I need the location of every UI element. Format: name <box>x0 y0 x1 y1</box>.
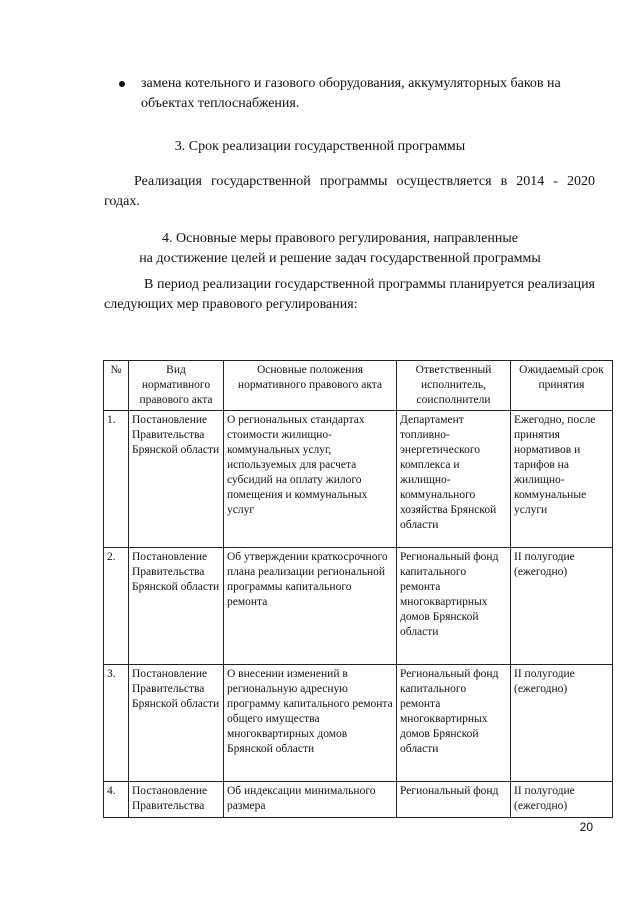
cell-num: 2. <box>104 548 129 665</box>
table-row <box>104 665 613 782</box>
cell-executor: Региональный фонд <box>397 782 511 818</box>
cell-provisions: О региональных стандартах стоимости жилищно-коммунальных услуг, используемых для расчета субсидий на оплату жилого помещения и коммунальных услуг <box>224 411 397 548</box>
cell-deadline: II полугодие (ежегодно) <box>511 782 613 818</box>
cell-num: 4. <box>104 782 129 818</box>
cell-executor: Департамент топливно-энергетического комплекса и жилищно-коммунального хозяйства Брянской области <box>397 411 511 548</box>
cell-num: 1. <box>104 411 129 548</box>
cell-provisions: Об утверждении краткосрочного плана реализации региональной программы капитального ремонта <box>224 548 397 665</box>
header-num: № <box>104 361 129 411</box>
header-executor: Ответственный исполнитель, соисполнители <box>397 361 511 411</box>
cell-deadline: Ежегодно, после принятия нормативов и тарифов на жилищно-коммунальные услуги <box>511 411 613 548</box>
cell-provisions: О внесении изменений в региональную адресную программу капитального ремонта общего имущества многоквартирных домов Брянской области <box>224 665 397 782</box>
section-4-heading-line2: на достижение целей и решение задач государственной программы <box>139 251 541 266</box>
header-provisions: Основные положения нормативного правового акта <box>224 361 397 411</box>
page-number: 20 <box>579 820 593 834</box>
section-4-heading-line1: 4. Основные меры правового регулирования, направленные <box>162 231 518 246</box>
header-deadline: Ожидаемый срок принятия <box>511 361 613 411</box>
cell-deadline: II полугодие (ежегодно) <box>511 665 613 782</box>
cell-type: Постановление Правительства Брянской области <box>129 548 224 665</box>
cell-type: Постановление Правительства <box>129 782 224 818</box>
table-row <box>104 782 613 818</box>
section-3-text: Реализация государственной программы осуществляется в 2014 - 2020 годах. <box>104 174 595 209</box>
table-row <box>104 548 613 665</box>
cell-num: 3. <box>104 665 129 782</box>
cell-provisions: Об индексации минимального размера <box>224 782 397 818</box>
section-3-heading: 3. Срок реализации государственной программы <box>174 139 466 154</box>
bullet-text: замена котельного и газового оборудования, аккумуляторных баков на объектах теплоснабжения. <box>141 76 561 111</box>
cell-type: Постановление Правительства Брянской области <box>129 411 224 548</box>
cell-executor: Региональный фонд капитального ремонта многоквартирных домов Брянской области <box>397 548 511 665</box>
table-row <box>104 411 613 548</box>
cell-deadline: II полугодие (ежегодно) <box>511 548 613 665</box>
header-type: Вид нормативного правового акта <box>129 361 224 411</box>
legal-acts-table <box>103 360 613 818</box>
cell-type: Постановление Правительства Брянской области <box>129 665 224 782</box>
table-header-row <box>104 361 613 411</box>
cell-executor: Региональный фонд капитального ремонта многоквартирных домов Брянской области <box>397 665 511 782</box>
section-4-text: В период реализации государственной программы планируется реализация следующих мер правового регулирования: <box>104 277 595 312</box>
